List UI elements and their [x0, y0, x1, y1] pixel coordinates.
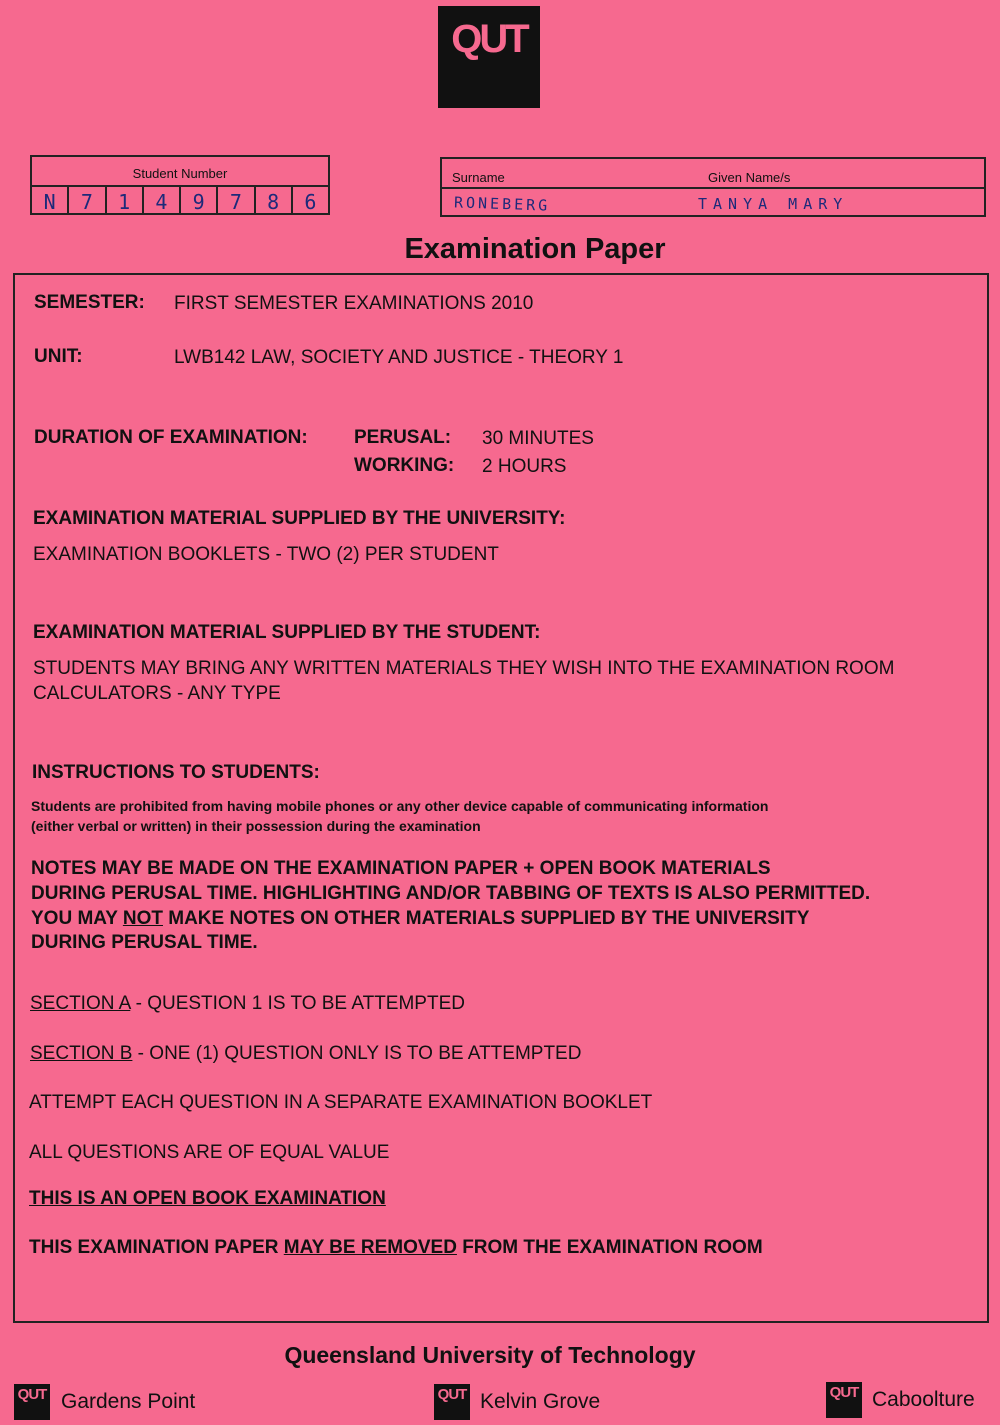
campus-caboolture: Caboolture [872, 1388, 975, 1411]
page-title: Examination Paper [404, 233, 666, 265]
working-value: 2 HOURS [482, 456, 567, 477]
surname-label: Surname [452, 170, 505, 185]
attempt-each-line: ATTEMPT EACH QUESTION IN A SEPARATE EXAMINATION BOOKLET [29, 1092, 653, 1113]
student-number-digit: 7 [218, 187, 255, 215]
removal-line-start: THIS EXAMINATION PAPER [29, 1237, 284, 1258]
perusal-label: PERUSAL: [354, 427, 452, 448]
qut-mini-logo: QUT [434, 1384, 470, 1420]
unit-label: UNIT: [34, 346, 83, 367]
notes-line-3 [31, 908, 809, 930]
given-names-label: Given Name/s [708, 170, 791, 185]
given-names-value: TANYA MARY [698, 195, 849, 213]
equal-value-line: ALL QUESTIONS ARE OF EQUAL VALUE [29, 1142, 390, 1163]
notes-line-3-start: YOU MAY [31, 908, 123, 929]
qut-mini-logo: QUT [14, 1384, 50, 1420]
student-number-digit: N [32, 187, 69, 215]
student-number-digit: 1 [107, 187, 144, 215]
student-number-digit: 8 [256, 187, 293, 215]
name-box-values [442, 189, 984, 217]
semester-value: FIRST SEMESTER EXAMINATIONS 2010 [174, 293, 534, 314]
instructions-small-line-2: (either verbal or written) in their possession during the examination [31, 818, 481, 834]
perusal-value: 30 MINUTES [482, 428, 594, 449]
section-a-text: - QUESTION 1 IS TO BE ATTEMPTED [130, 993, 465, 1014]
student-material-line-1: STUDENTS MAY BRING ANY WRITTEN MATERIALS THEY WISH INTO THE EXAMINATION ROOM [33, 658, 895, 679]
university-name: Queensland University of Technology [284, 1342, 696, 1368]
section-b-text: - ONE (1) QUESTION ONLY IS TO BE ATTEMPTED [132, 1043, 582, 1064]
notes-line-2: DURING PERUSAL TIME. HIGHLIGHTING AND/OR TABBING OF TEXTS IS ALSO PERMITTED. [31, 883, 871, 904]
section-b-line [30, 1043, 581, 1065]
removal-line [29, 1237, 763, 1259]
notes-line-3-end: MAKE NOTES ON OTHER MATERIALS SUPPLIED BY THE UNIVERSITY [162, 908, 810, 929]
qut-mini-logo: QUT [826, 1382, 862, 1418]
notes-line-4: DURING PERUSAL TIME. [31, 932, 258, 953]
uni-material-heading: EXAMINATION MATERIAL SUPPLIED BY THE UNIVERSITY: [33, 508, 566, 529]
student-material-heading: EXAMINATION MATERIAL SUPPLIED BY THE STUDENT: [33, 622, 541, 643]
semester-label: SEMESTER: [34, 292, 145, 313]
notes-not-emphasis: NOT [122, 908, 163, 929]
name-box-header [442, 159, 984, 189]
campus-kelvin-grove: Kelvin Grove [480, 1390, 601, 1413]
instructions-small-line-1: Students are prohibited from having mobile phones or any other device capable of communicating information [31, 798, 769, 814]
open-book-line: THIS IS AN OPEN BOOK EXAMINATION [29, 1188, 386, 1209]
removal-line-end: FROM THE EXAMINATION ROOM [456, 1237, 763, 1258]
student-number-box [30, 155, 330, 215]
qut-logo: QUT [438, 6, 540, 108]
removal-emphasis: MAY BE REMOVED [283, 1237, 457, 1258]
section-b-label: SECTION B [30, 1043, 133, 1064]
student-number-label: Student Number [32, 157, 328, 187]
name-box [440, 157, 986, 217]
surname-value: RONEBERG [453, 193, 551, 215]
campus-gardens-point: Gardens Point [61, 1390, 196, 1413]
student-number-digit: 7 [69, 187, 106, 215]
student-number-cells [32, 187, 328, 215]
student-number-digit: 9 [181, 187, 218, 215]
section-a-label: SECTION A [30, 993, 131, 1014]
unit-value: LWB142 LAW, SOCIETY AND JUSTICE - THEORY 1 [174, 347, 624, 368]
student-number-digit: 6 [304, 190, 317, 214]
duration-label: DURATION OF EXAMINATION: [34, 427, 308, 448]
student-material-line-2: CALCULATORS - ANY TYPE [33, 683, 281, 704]
working-label: WORKING: [354, 455, 455, 476]
instructions-heading: INSTRUCTIONS TO STUDENTS: [32, 762, 320, 783]
uni-material-line: EXAMINATION BOOKLETS - TWO (2) PER STUDENT [33, 544, 499, 565]
section-a-line [30, 993, 465, 1015]
notes-line-1: NOTES MAY BE MADE ON THE EXAMINATION PAPER + OPEN BOOK MATERIALS [31, 858, 771, 879]
student-number-digit: 4 [144, 187, 181, 215]
